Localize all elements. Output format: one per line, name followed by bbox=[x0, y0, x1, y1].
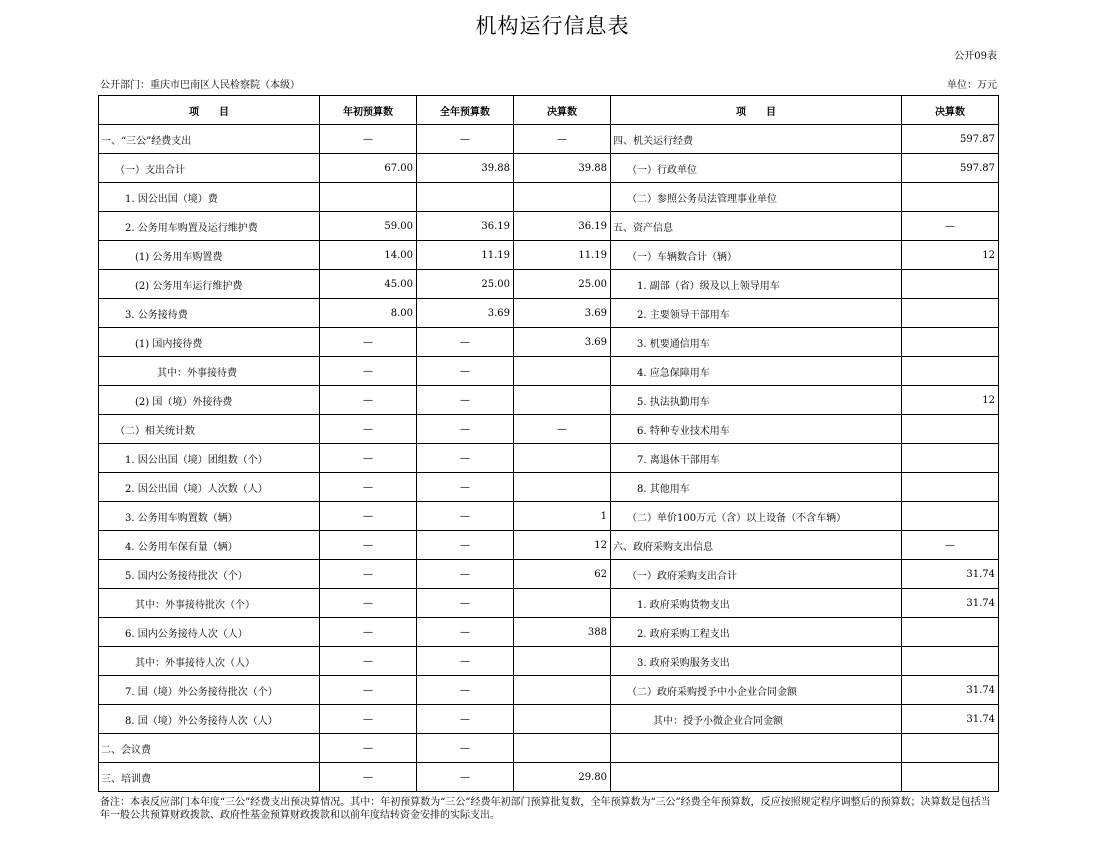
row-final-right: 12 bbox=[902, 386, 999, 415]
row-full-year-budget: — bbox=[417, 415, 514, 444]
row-item-left: 3. 公务用车购置数（辆） bbox=[99, 502, 320, 531]
row-initial-budget: — bbox=[320, 589, 417, 618]
row-initial-budget: — bbox=[320, 386, 417, 415]
row-item-left: 三、培训费 bbox=[99, 763, 320, 792]
row-final-right bbox=[902, 763, 999, 792]
row-initial-budget: — bbox=[320, 328, 417, 357]
header-initial-budget: 年初预算数 bbox=[320, 96, 417, 125]
row-initial-budget: 8.00 bbox=[320, 299, 417, 328]
row-final-right: 597.87 bbox=[902, 154, 999, 183]
row-item-left: 1. 因公出国（境）团组数（个） bbox=[99, 444, 320, 473]
row-item-right: 1. 副部（省）级及以上领导用车 bbox=[611, 270, 902, 299]
row-initial-budget: — bbox=[320, 531, 417, 560]
row-item-right: （一）政府采购支出合计 bbox=[611, 560, 902, 589]
row-full-year-budget: — bbox=[417, 763, 514, 792]
row-item-right: 8. 其他用车 bbox=[611, 473, 902, 502]
table-row bbox=[99, 357, 999, 386]
header-item: 项 目 bbox=[99, 96, 320, 125]
row-final bbox=[514, 473, 611, 502]
row-final-right bbox=[902, 647, 999, 676]
row-item-right bbox=[611, 734, 902, 763]
row-item-right: 7. 离退休干部用车 bbox=[611, 444, 902, 473]
row-final-right: 597.87 bbox=[902, 125, 999, 154]
row-initial-budget: — bbox=[320, 125, 417, 154]
header-final-right: 决算数 bbox=[902, 96, 999, 125]
table-row bbox=[99, 560, 999, 589]
row-final-right bbox=[902, 183, 999, 212]
row-final: 388 bbox=[514, 618, 611, 647]
row-final-right bbox=[902, 357, 999, 386]
table-row bbox=[99, 444, 999, 473]
table-row bbox=[99, 734, 999, 763]
row-item-right: 6. 特种专业技术用车 bbox=[611, 415, 902, 444]
row-item-left: 其中：外事接待费 bbox=[99, 357, 320, 386]
row-final-right bbox=[902, 618, 999, 647]
row-full-year-budget: 36.19 bbox=[417, 212, 514, 241]
table-row bbox=[99, 705, 999, 734]
row-item-left: 4. 公务用车保有量（辆） bbox=[99, 531, 320, 560]
table-row bbox=[99, 647, 999, 676]
row-item-right: （一）车辆数合计（辆） bbox=[611, 241, 902, 270]
row-final: 3.69 bbox=[514, 328, 611, 357]
row-item-right bbox=[611, 763, 902, 792]
header-final: 决算数 bbox=[514, 96, 611, 125]
row-initial-budget bbox=[320, 183, 417, 212]
table-row bbox=[99, 328, 999, 357]
row-item-right: 2. 政府采购工程支出 bbox=[611, 618, 902, 647]
table-row bbox=[99, 589, 999, 618]
info-table bbox=[98, 95, 999, 792]
row-full-year-budget: 11.19 bbox=[417, 241, 514, 270]
row-full-year-budget: — bbox=[417, 473, 514, 502]
row-final: 1 bbox=[514, 502, 611, 531]
row-item-right: 3. 机要通信用车 bbox=[611, 328, 902, 357]
table-row bbox=[99, 270, 999, 299]
row-full-year-budget: — bbox=[417, 444, 514, 473]
row-final: 36.19 bbox=[514, 212, 611, 241]
row-item-right: 1. 政府采购货物支出 bbox=[611, 589, 902, 618]
row-final-right: — bbox=[902, 212, 999, 241]
row-initial-budget: — bbox=[320, 647, 417, 676]
row-final-right bbox=[902, 415, 999, 444]
row-item-left: 一、“三公”经费支出 bbox=[99, 125, 320, 154]
row-full-year-budget bbox=[417, 183, 514, 212]
row-final bbox=[514, 183, 611, 212]
table-row bbox=[99, 154, 999, 183]
table-body bbox=[99, 125, 999, 792]
row-item-right: （二）单价100万元（含）以上设备（不含车辆） bbox=[611, 502, 902, 531]
row-full-year-budget: — bbox=[417, 386, 514, 415]
row-final: 11.19 bbox=[514, 241, 611, 270]
table-row bbox=[99, 125, 999, 154]
row-initial-budget: — bbox=[320, 415, 417, 444]
row-item-left: 7. 国（境）外公务接待批次（个） bbox=[99, 676, 320, 705]
row-item-right: 其中：授予小微企业合同金额 bbox=[611, 705, 902, 734]
row-initial-budget: 14.00 bbox=[320, 241, 417, 270]
row-full-year-budget: — bbox=[417, 502, 514, 531]
row-final-right: 31.74 bbox=[902, 705, 999, 734]
row-initial-budget: — bbox=[320, 560, 417, 589]
row-final: 3.69 bbox=[514, 299, 611, 328]
row-final: 25.00 bbox=[514, 270, 611, 299]
row-full-year-budget: — bbox=[417, 618, 514, 647]
row-final bbox=[514, 386, 611, 415]
row-item-left: （一）支出合计 bbox=[99, 154, 320, 183]
row-final: — bbox=[514, 415, 611, 444]
row-initial-budget: — bbox=[320, 763, 417, 792]
row-initial-budget: 67.00 bbox=[320, 154, 417, 183]
table-row bbox=[99, 763, 999, 792]
row-item-right: （一）行政单位 bbox=[611, 154, 902, 183]
row-final-right bbox=[902, 502, 999, 531]
row-initial-budget: — bbox=[320, 473, 417, 502]
table-row bbox=[99, 212, 999, 241]
row-final-right: 31.74 bbox=[902, 676, 999, 705]
footnote: 备注：本表反应部门本年度“三公”经费支出预决算情况。其中：年初预算数为“三公”经费年初部门预算批复数，全年预算数为“三公”经费全年预算数，反应按照规定程序调整后的预算数；决算数是包括当年一般公共预算财政拨款、政府性基金预算财政拨款和以前年度结转资金安排的实际支出。 bbox=[100, 797, 991, 821]
row-final bbox=[514, 734, 611, 763]
row-full-year-budget: — bbox=[417, 589, 514, 618]
table-row bbox=[99, 386, 999, 415]
row-final-right bbox=[902, 299, 999, 328]
table-row bbox=[99, 241, 999, 270]
row-full-year-budget: — bbox=[417, 647, 514, 676]
table-row bbox=[99, 473, 999, 502]
table-row bbox=[99, 502, 999, 531]
row-item-right: 六、政府采购支出信息 bbox=[611, 531, 902, 560]
row-initial-budget: — bbox=[320, 676, 417, 705]
row-initial-budget: — bbox=[320, 357, 417, 386]
table-row bbox=[99, 531, 999, 560]
row-full-year-budget: 3.69 bbox=[417, 299, 514, 328]
row-final: 29.80 bbox=[514, 763, 611, 792]
row-item-right: 3. 政府采购服务支出 bbox=[611, 647, 902, 676]
row-final: — bbox=[514, 125, 611, 154]
row-item-left: 2. 公务用车购置及运行维护费 bbox=[99, 212, 320, 241]
row-final-right bbox=[902, 270, 999, 299]
row-item-right: 2. 主要领导干部用车 bbox=[611, 299, 902, 328]
row-item-left: (2) 公务用车运行维护费 bbox=[99, 270, 320, 299]
row-final-right: 12 bbox=[902, 241, 999, 270]
row-item-right: 四、机关运行经费 bbox=[611, 125, 902, 154]
row-final bbox=[514, 705, 611, 734]
row-item-left: 3. 公务接待费 bbox=[99, 299, 320, 328]
header-item-right: 项 目 bbox=[611, 96, 902, 125]
unit-label: 单位：万元 bbox=[947, 80, 997, 91]
row-item-left: 6. 国内公务接待人次（人） bbox=[99, 618, 320, 647]
row-initial-budget: — bbox=[320, 705, 417, 734]
row-item-left: 其中：外事接待批次（个） bbox=[99, 589, 320, 618]
row-final bbox=[514, 444, 611, 473]
row-full-year-budget: — bbox=[417, 125, 514, 154]
row-item-right: 4. 应急保障用车 bbox=[611, 357, 902, 386]
row-final bbox=[514, 647, 611, 676]
table-row bbox=[99, 415, 999, 444]
row-initial-budget: 45.00 bbox=[320, 270, 417, 299]
row-final-right: 31.74 bbox=[902, 560, 999, 589]
row-final-right bbox=[902, 328, 999, 357]
table-header-row bbox=[99, 96, 999, 125]
row-full-year-budget: — bbox=[417, 531, 514, 560]
row-item-left: 1. 因公出国（境）费 bbox=[99, 183, 320, 212]
form-code: 公开09表 bbox=[954, 51, 997, 62]
row-full-year-budget: 25.00 bbox=[417, 270, 514, 299]
row-full-year-budget: — bbox=[417, 705, 514, 734]
row-item-left: 2. 因公出国（境）人次数（人） bbox=[99, 473, 320, 502]
table-row bbox=[99, 618, 999, 647]
row-final-right: — bbox=[902, 531, 999, 560]
table-row bbox=[99, 676, 999, 705]
row-item-left: 二、会议费 bbox=[99, 734, 320, 763]
row-item-left: （二）相关统计数 bbox=[99, 415, 320, 444]
row-full-year-budget: — bbox=[417, 328, 514, 357]
row-final-right bbox=[902, 444, 999, 473]
table-row bbox=[99, 299, 999, 328]
row-final: 39.88 bbox=[514, 154, 611, 183]
header-full-year-budget: 全年预算数 bbox=[417, 96, 514, 125]
row-initial-budget: 59.00 bbox=[320, 212, 417, 241]
row-full-year-budget: — bbox=[417, 676, 514, 705]
row-item-right: （二）参照公务员法管理事业单位 bbox=[611, 183, 902, 212]
row-item-right: 5. 执法执勤用车 bbox=[611, 386, 902, 415]
row-item-left: (1) 公务用车购置费 bbox=[99, 241, 320, 270]
page-title: 机构运行信息表 bbox=[475, 14, 630, 38]
department-label: 公开部门：重庆市巴南区人民检察院（本级） bbox=[100, 80, 300, 91]
row-item-left: (1) 国内接待费 bbox=[99, 328, 320, 357]
row-item-left: 5. 国内公务接待批次（个） bbox=[99, 560, 320, 589]
row-final bbox=[514, 676, 611, 705]
row-final bbox=[514, 589, 611, 618]
row-item-right: （二）政府采购授予中小企业合同金额 bbox=[611, 676, 902, 705]
row-initial-budget: — bbox=[320, 734, 417, 763]
row-final-right: 31.74 bbox=[902, 589, 999, 618]
row-final: 62 bbox=[514, 560, 611, 589]
table-row bbox=[99, 183, 999, 212]
row-full-year-budget: — bbox=[417, 560, 514, 589]
row-final-right bbox=[902, 734, 999, 763]
row-final bbox=[514, 357, 611, 386]
row-item-left: 8. 国（境）外公务接待人次（人） bbox=[99, 705, 320, 734]
row-item-left: (2) 国（境）外接待费 bbox=[99, 386, 320, 415]
row-final-right bbox=[902, 473, 999, 502]
row-item-right: 五、资产信息 bbox=[611, 212, 902, 241]
row-full-year-budget: — bbox=[417, 357, 514, 386]
row-item-left: 其中：外事接待人次（人） bbox=[99, 647, 320, 676]
row-full-year-budget: — bbox=[417, 734, 514, 763]
row-final: 12 bbox=[514, 531, 611, 560]
row-initial-budget: — bbox=[320, 618, 417, 647]
row-initial-budget: — bbox=[320, 444, 417, 473]
row-full-year-budget: 39.88 bbox=[417, 154, 514, 183]
row-initial-budget: — bbox=[320, 502, 417, 531]
